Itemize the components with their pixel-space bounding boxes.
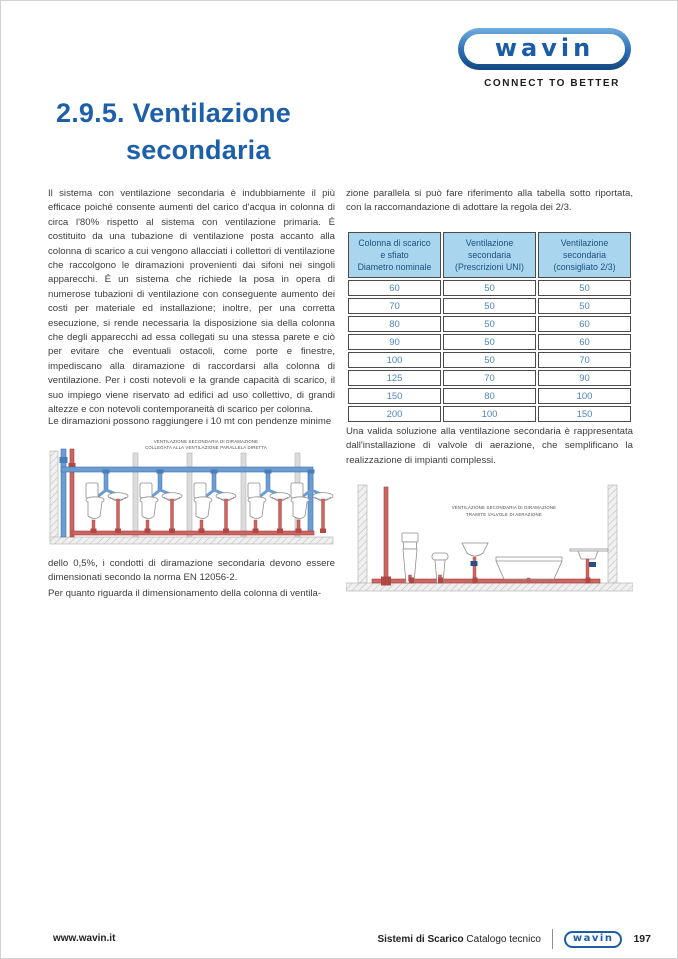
table-cell: 150: [538, 406, 631, 422]
table-cell: 100: [538, 388, 631, 404]
parallel-ventilation-diagram: [48, 437, 335, 555]
footer-divider: [552, 929, 553, 949]
table-cell: 70: [443, 370, 536, 386]
table-row: [348, 334, 631, 350]
table-cell: 100: [348, 352, 441, 368]
air-valve-paragraph: Una valida soluzione alla ventilazione secondaria è rappresentata dall'installazione di valvole di aerazione, che semplificano la realizzazione di impianti complessi.: [346, 426, 633, 466]
table-row: [348, 352, 631, 368]
table-body: [348, 280, 631, 422]
page-title-line1: [56, 95, 291, 132]
table-row: [348, 406, 631, 422]
table-cell: 200: [348, 406, 441, 422]
ventilation-main-pipe: [61, 467, 313, 472]
wavin-logo: [458, 28, 631, 70]
air-valve-diagram: [346, 483, 633, 601]
column-sizing-paragraph: Per quanto riguarda il dimensionamento della colonna di ventila-: [48, 588, 322, 599]
table-row: [348, 298, 631, 314]
page-title: [56, 95, 291, 169]
table-cell: 50: [443, 298, 536, 314]
floor-hatch: [50, 537, 333, 544]
table-head: [348, 232, 631, 278]
table-header-diameter: [348, 232, 441, 278]
air-valve-svg: [346, 483, 633, 601]
discharge-column-pipe: [384, 487, 388, 583]
table-cell: 50: [538, 280, 631, 296]
air-valve-icon: [471, 561, 478, 566]
page-title-line2: secondaria: [126, 135, 271, 165]
intro-paragraph: Il sistema con ventilazione secondaria è indubbiamente il più efficace poiché consente aumenti del carico d'acqua in colonna di circa l'80% rispetto al sistema con ventilazione primaria. É costituito da una tubazione di ventilazione posta accanto alla colonna di scarico a cui vengono allacciati i collettori di ventilazione che raccolgono le diramazioni provenienti dai sifoni nei singoli apparecchi. É un sistema che richiede la posa in opera di numerose tubazioni di ventilazione con conseguente aumento dei costi per materiale ed installazione; inoltre, per una corretta esecuzione, si rende necessaria la disposizione sia della colonna che degli apparecchi ad essa collegati su una stessa parete e ciò per evitare che eventuali ostacoli, come porte e finestre, impediscano alla diramazione di raccordarsi alla colonna di ventilazione. Per i costi notevoli e la grande capacità di scarico, il suo impiego viene riservato ad edifici ad uso collettivo, di grandi altezze e con notevoli contemporaneità di scarico per colonna.: [48, 188, 335, 416]
logo-tagline: CONNECT TO BETTER: [484, 78, 620, 89]
title-word1: Ventilazione: [132, 98, 291, 128]
table-row: [348, 316, 631, 332]
footer-website: www.wavin.it: [53, 933, 116, 944]
table-cell: 80: [348, 316, 441, 332]
table-cell: 125: [348, 370, 441, 386]
header-line: Ventilazione: [560, 238, 609, 248]
table-cell: 70: [538, 352, 631, 368]
header-line: (consigliato 2/3): [553, 262, 616, 272]
table-header-row: [348, 232, 631, 278]
pipe-cross-fitting: [381, 577, 391, 586]
wall-hatch-left: [358, 485, 367, 583]
header-line: e sfiato: [380, 250, 409, 260]
footer-doc-bold: Sistemi di Scarico: [377, 933, 464, 945]
ventilation-dimension-table: [346, 230, 633, 424]
header-line: Ventilazione: [465, 238, 514, 248]
toilet-fixture: [402, 533, 418, 583]
table-row: [348, 388, 631, 404]
header-line: (Prescrizioni UNI): [455, 262, 524, 272]
header-line: Colonna di scarico: [358, 238, 431, 248]
table-cell: 100: [443, 406, 536, 422]
footer-doc-name: [377, 934, 540, 945]
table-cell: 50: [538, 298, 631, 314]
table-header-suggested: [538, 232, 631, 278]
diagram1-caption-line2: COLLEGATA ALLA VENTILAZIONE PARALLELA DIRETTA: [145, 445, 267, 450]
table-cell: 60: [538, 316, 631, 332]
table-cell: 150: [348, 388, 441, 404]
section-number: 2.9.5.: [56, 98, 125, 128]
wall-hatch-right: [608, 485, 617, 583]
bathtub-fixture: [496, 557, 562, 581]
table-cell: 80: [443, 388, 536, 404]
table-row: [348, 280, 631, 296]
header-line: Diametro nominale: [357, 262, 432, 272]
table-header-uni: [443, 232, 536, 278]
wall-hatch-left: [50, 451, 58, 541]
wavin-logo-text: wavin: [494, 33, 595, 62]
table-cell: 70: [348, 298, 441, 314]
header-line: secondaria: [467, 250, 512, 260]
slope-paragraph: dello 0,5%, i condotti di diramazione secondaria devono essere dimensionati secondo la norma EN 12056-2.: [48, 558, 335, 584]
washbasin-fixture: [462, 543, 488, 579]
table-cell: 60: [538, 334, 631, 350]
footer-right-group: [377, 929, 651, 949]
air-valve-icon: [589, 562, 596, 567]
parallel-ventilation-svg: [48, 437, 335, 555]
table-cell: 60: [348, 280, 441, 296]
table-cell: 50: [443, 334, 536, 350]
table-intro-paragraph: zione parallela si può fare riferimento alla tabella sotto riportata, con la raccomandazione di adottare la regola dei 2/3.: [346, 188, 633, 214]
table-row: [348, 370, 631, 386]
page-number: 197: [633, 933, 651, 945]
diagram2-caption-line1: VENTILAZIONE SECONDARIA DI DIRAMAZIONE: [451, 505, 557, 510]
wavin-logo-inner: [464, 34, 625, 64]
table-cell: 90: [348, 334, 441, 350]
discharge-column-pipe: [70, 449, 74, 537]
table-cell: 50: [443, 352, 536, 368]
table-cell: 90: [538, 370, 631, 386]
footer-wavin-logo: wavin: [564, 931, 623, 948]
diagram2-caption-line2: TRAMITE VALVOLE DI AERAZIONE: [466, 512, 542, 517]
footer-doc-regular: Catalogo tecnico: [466, 933, 541, 945]
diagram1-caption-line1: VENTILAZIONE SECONDARIA DI DIRAMAZIONE: [153, 439, 259, 444]
branch-length-paragraph: Le diramazioni possono raggiungere i 10 mt con pendenze minime: [48, 416, 332, 427]
header-line: secondaria: [562, 250, 607, 260]
table-cell: 50: [443, 280, 536, 296]
sink-fixture: [570, 549, 608, 579]
table-cell: 50: [443, 316, 536, 332]
